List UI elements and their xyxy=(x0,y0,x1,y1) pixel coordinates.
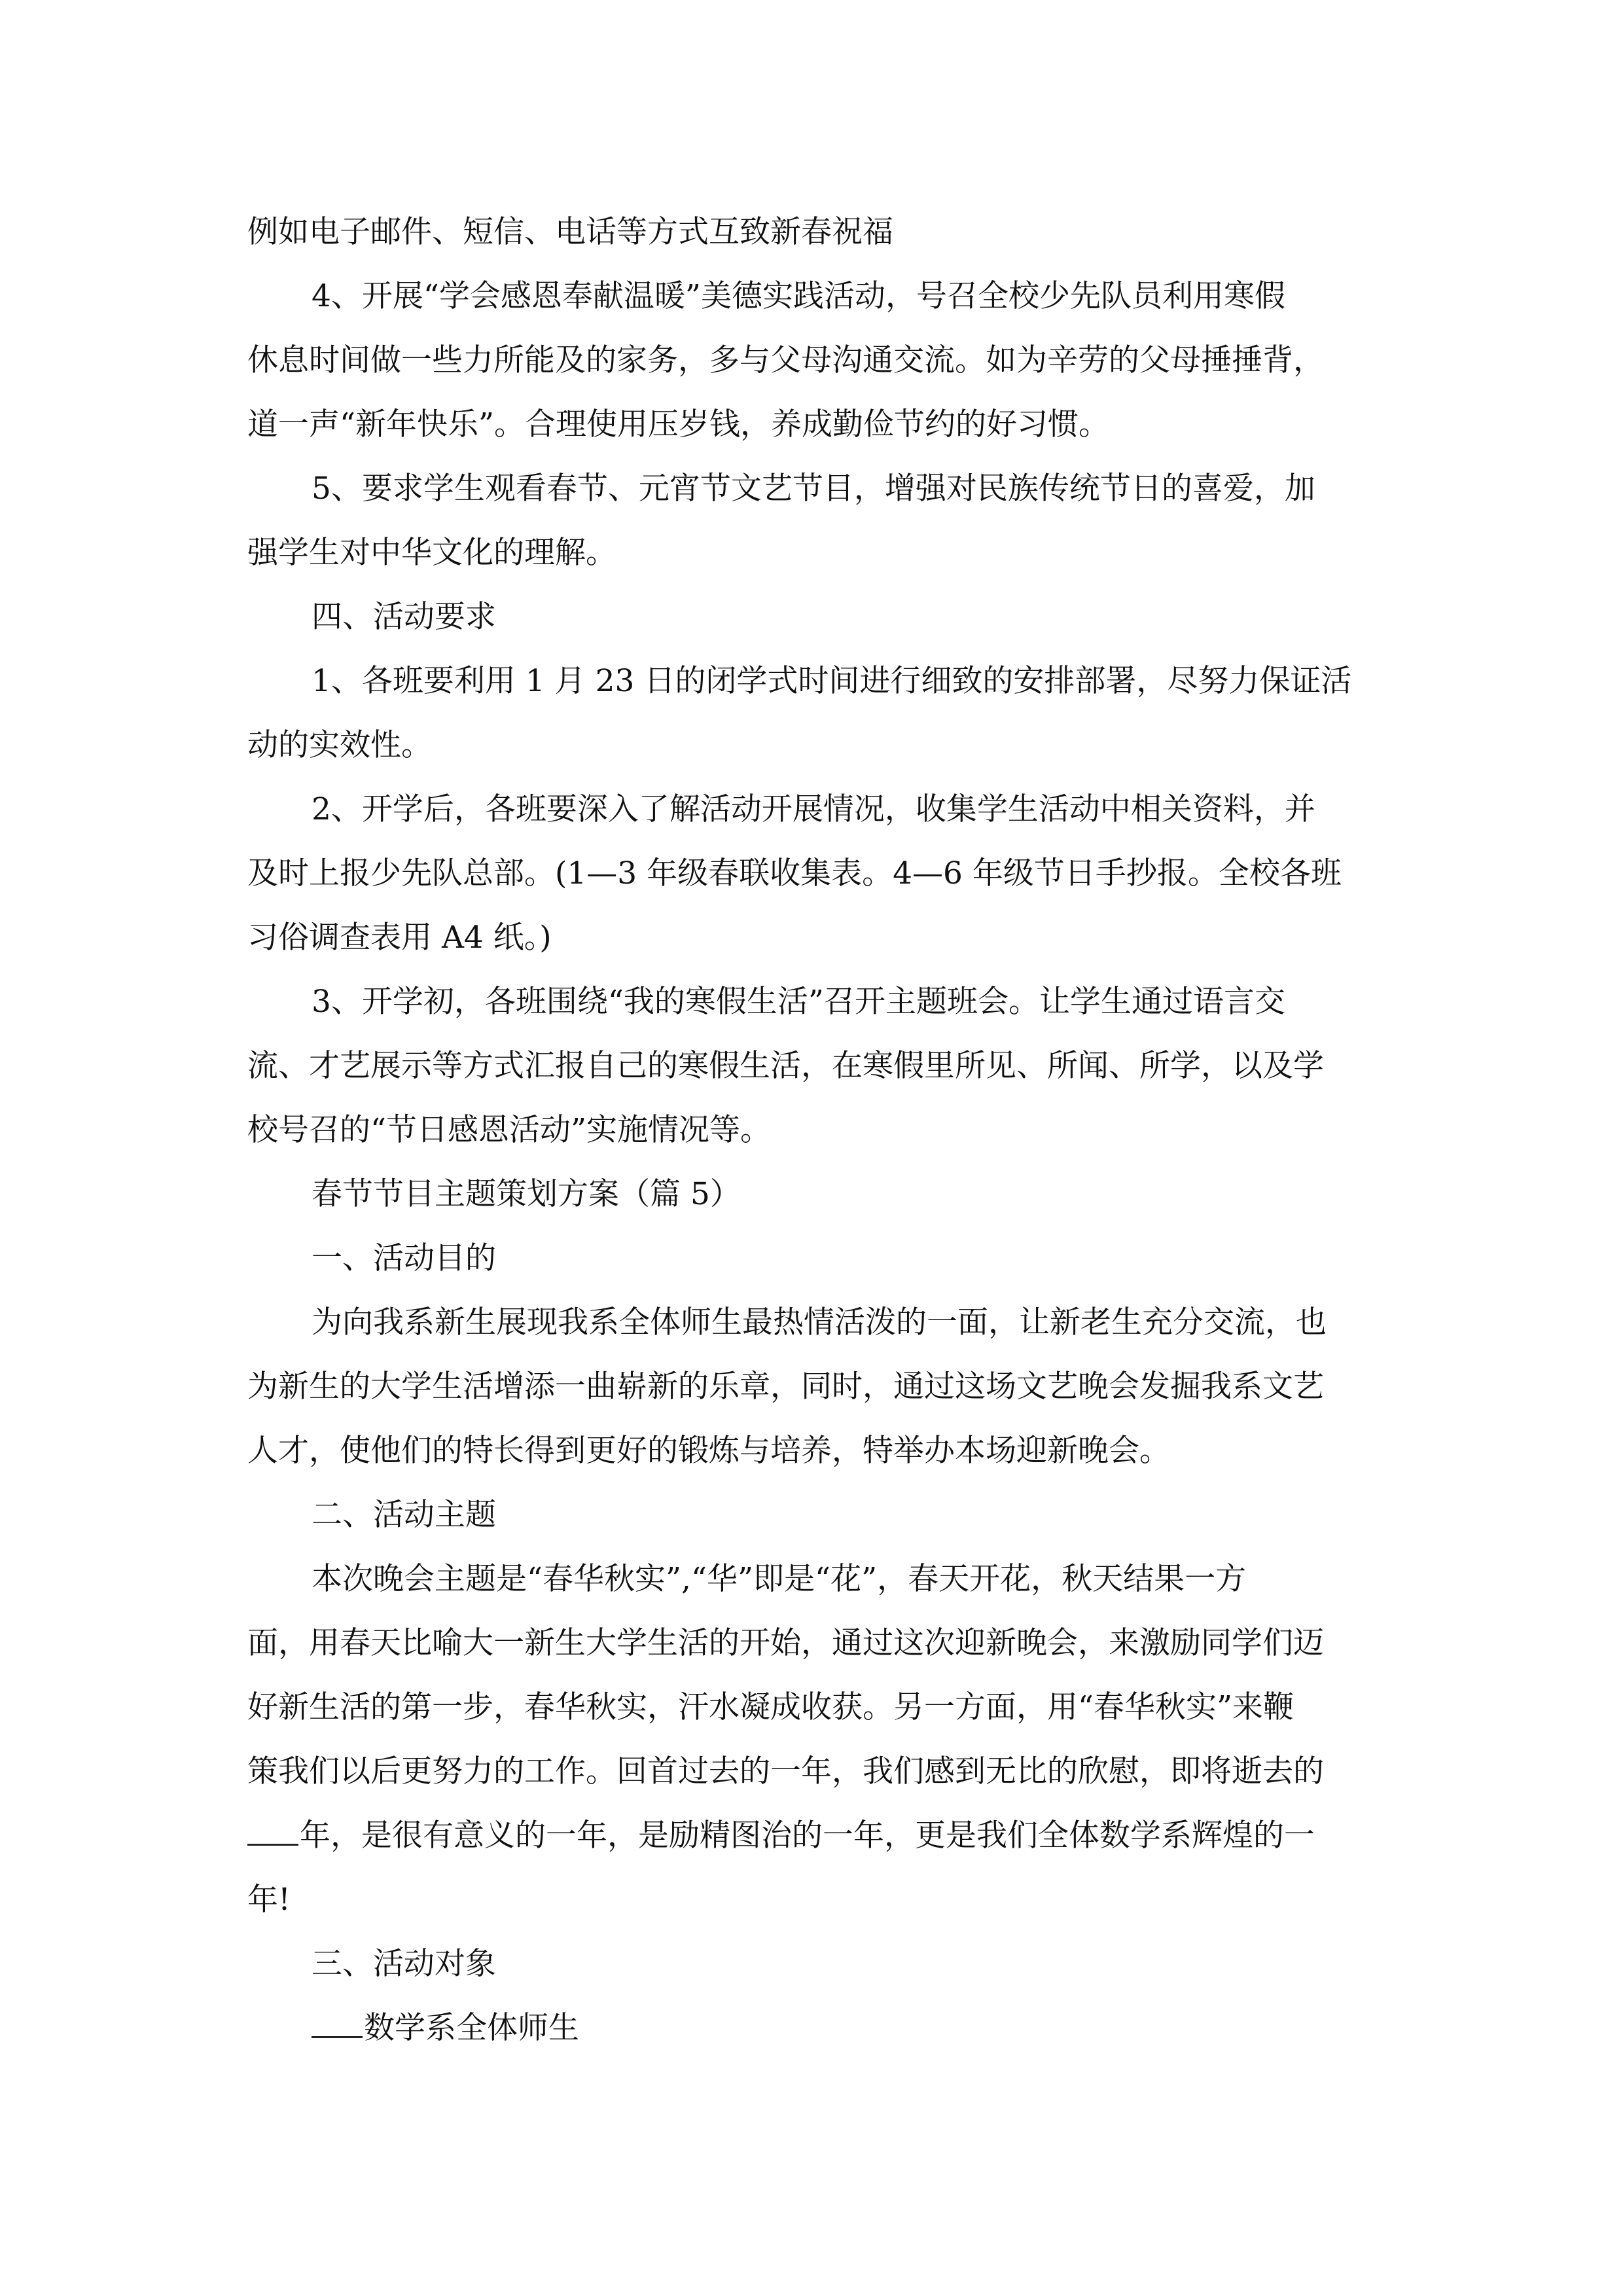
line-text: 校号召的“节日感恩活动”实施情况等。 xyxy=(247,1112,772,1148)
text-line xyxy=(247,264,1386,329)
section-heading xyxy=(247,1932,1386,1996)
line-text: 习俗调查表用 A4 纸。) xyxy=(247,920,552,956)
fill-in-blank xyxy=(247,1818,298,1846)
line-text: 年，是很有意义的一年，是励精图治的一年，更是我们全体数学系辉煌的一 xyxy=(300,1818,1315,1854)
text-line xyxy=(247,906,1386,970)
line-text: 好新生活的第一步，春华秋实，汗水凝成收获。另一方面，用“春华秋实”来鞭 xyxy=(247,1689,1294,1725)
text-line xyxy=(247,521,1386,585)
title-text: 春节节目主题策划方案（篇 5） xyxy=(312,1176,741,1212)
text-line xyxy=(247,1868,1386,1932)
line-text: 动的实效性。 xyxy=(247,727,432,763)
line-text: 为新生的大学生活增添一曲崭新的乐章，同时，通过这场文艺晚会发掘我系文艺 xyxy=(247,1369,1324,1405)
heading-text: 二、活动主题 xyxy=(312,1497,496,1533)
text-line xyxy=(247,842,1386,906)
text-line xyxy=(247,1291,1386,1355)
line-text: 3、开学初，各班围绕“我的寒假生活”召开主题班会。让学生通过语言交 xyxy=(312,984,1285,1020)
document-body xyxy=(247,200,1386,2060)
text-line xyxy=(247,778,1386,842)
line-text: 年! xyxy=(247,1882,291,1918)
text-line xyxy=(247,970,1386,1034)
text-line xyxy=(247,1419,1386,1483)
document-title xyxy=(247,1162,1386,1227)
line-text: 及时上报少先队总部。(1—3 年级春联收集表。4—6 年级节日手抄报。全校各班 xyxy=(247,855,1342,891)
line-text: 数学系全体师生 xyxy=(364,2010,579,2046)
text-line xyxy=(247,713,1386,778)
line-text: 1、各班要利用 1 月 23 日的闭学式时间进行细致的安排部署，尽努力保证活 xyxy=(312,663,1352,699)
section-heading xyxy=(247,1227,1386,1291)
line-text: 例如电子邮件、短信、电话等方式互致新春祝福 xyxy=(247,214,893,250)
text-line xyxy=(247,393,1386,457)
text-line xyxy=(247,649,1386,713)
text-line xyxy=(247,1740,1386,1804)
line-text: 4、开展“学会感恩奉献温暖”美德实践活动，号召全校少先队员利用寒假 xyxy=(312,278,1285,314)
line-text: 5、要求学生观看春节、元宵节文艺节目，增强对民族传统节日的喜爱，加 xyxy=(312,471,1315,507)
section-heading xyxy=(247,585,1386,649)
text-line xyxy=(247,1355,1386,1419)
text-line xyxy=(247,1676,1386,1740)
text-line xyxy=(247,200,1386,264)
section-heading xyxy=(247,1483,1386,1547)
line-text: 面，用春天比喻大一新生大学生活的开始，通过这次迎新晚会，来激励同学们迈 xyxy=(247,1625,1324,1661)
text-line xyxy=(247,1098,1386,1162)
fill-in-blank xyxy=(312,2010,363,2038)
line-text: 为向我系新生展现我系全体师生最热情活泼的一面，让新老生充分交流，也 xyxy=(312,1304,1327,1340)
text-line xyxy=(247,1547,1386,1611)
text-line xyxy=(247,1034,1386,1098)
line-text: 策我们以后更努力的工作。回首过去的一年，我们感到无比的欣慰，即将逝去的 xyxy=(247,1753,1324,1789)
line-text: 2、开学后，各班要深入了解活动开展情况，收集学生活动中相关资料，并 xyxy=(312,791,1315,827)
text-line xyxy=(247,329,1386,393)
text-line xyxy=(247,1611,1386,1676)
text-line xyxy=(247,1804,1386,1868)
line-text: 人才，使他们的特长得到更好的锻炼与培养，特举办本场迎新晚会。 xyxy=(247,1433,1170,1469)
heading-text: 一、活动目的 xyxy=(312,1240,496,1276)
line-text: 休息时间做一些力所能及的家务，多与父母沟通交流。如为辛劳的父母捶捶背， xyxy=(247,342,1324,378)
heading-text: 三、活动对象 xyxy=(312,1946,496,1982)
line-text: 流、才艺展示等方式汇报自己的寒假生活，在寒假里所见、所闻、所学，以及学 xyxy=(247,1048,1324,1084)
line-text: 强学生对中华文化的理解。 xyxy=(247,535,616,571)
heading-text: 四、活动要求 xyxy=(312,599,496,635)
line-text: 本次晚会主题是“春华秋实”,“华”即是“花”，春天开花，秋天结果一方 xyxy=(312,1561,1247,1597)
text-line xyxy=(247,1996,1386,2060)
text-line xyxy=(247,457,1386,521)
line-text: 道一声“新年快乐”。合理使用压岁钱，养成勤俭节约的好习惯。 xyxy=(247,406,1110,442)
